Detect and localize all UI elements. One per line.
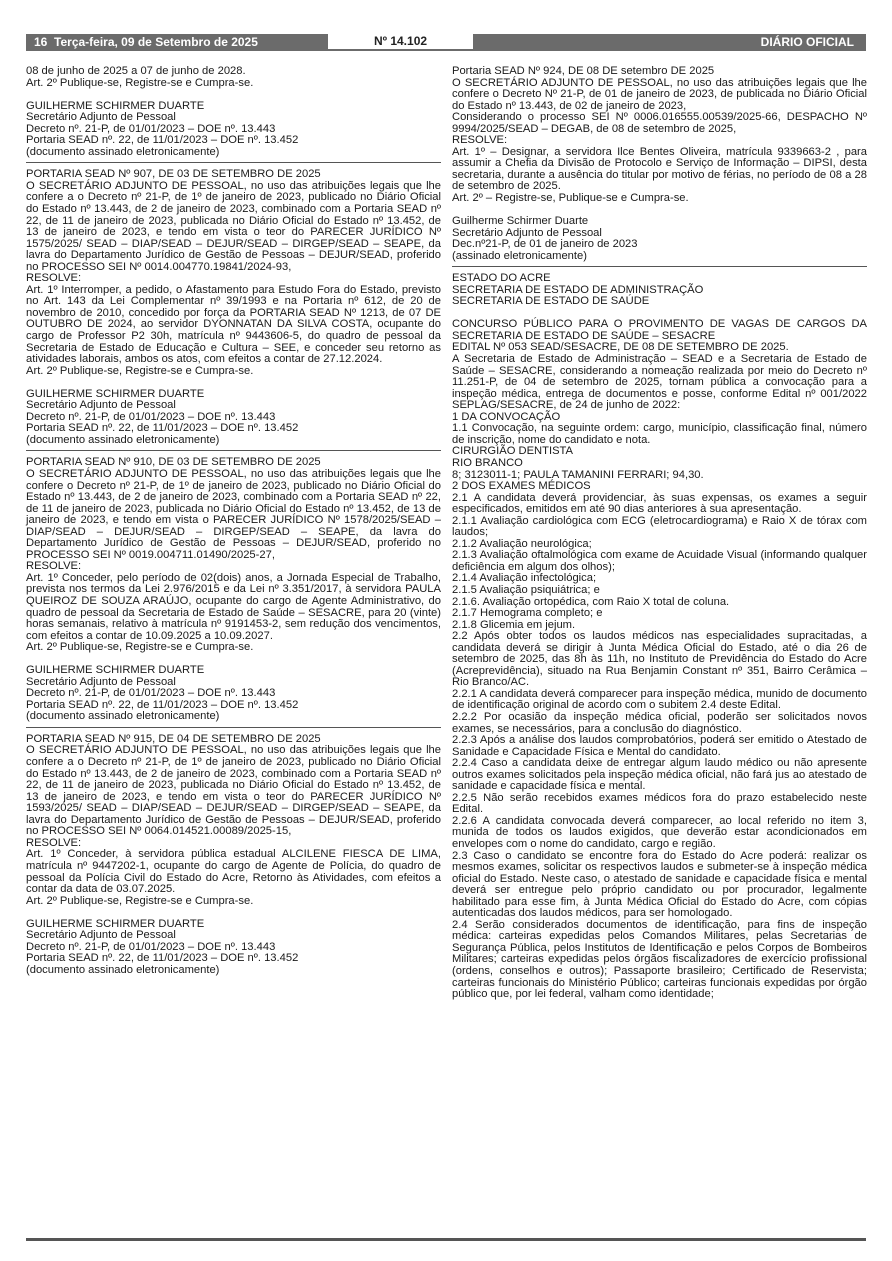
text-paragraph: Secretário Adjunto de Pessoal [26, 399, 176, 412]
text-paragraph: ESTADO DO ACRE [452, 272, 551, 285]
text-paragraph: Decreto nº. 21-P, de 01/01/2023 – DOE nº. 13.443 [26, 122, 276, 135]
text-paragraph: 2.1.7 Hemograma completo; e [452, 607, 603, 620]
text-paragraph: 2.1.6. Avaliação ortopédica, com Raio X total de coluna. [452, 595, 730, 608]
text-paragraph: 8; 3123011-1; PAULA TAMANINI FERRARI; 94,30. [452, 468, 704, 481]
text-paragraph: 2.2.1 A candidata deverá comparecer para inspeção médica, munido de documento de identificação original de acordo com o subitem 2.4 deste Edital. [452, 687, 867, 712]
text-paragraph: 2 DOS EXAMES MÉDICOS [452, 480, 591, 493]
text-paragraph: Dec.nº21-P, de 01 de janeiro de 2023 [452, 238, 638, 251]
text-paragraph: O SECRETÁRIO ADJUNTO DE PESSOAL, no uso das atribuições legais que lhe confere a o Decreto nº 21-P, de 1º de janeiro de 2023, publicado no Diário Oficial do Estado nº 13.443, de 2 de janeiro de 2023, combinado com a Portaria SEAD nº 22, de 11 de janeiro de 2023, publicada no Diário Oficial do Estado nº 13.452, de 13 de janeiro de 2023, e tendo em vista o teor do PARECER JURÍDICO Nº 1593/2025/ SEAD – DIAP/SEAD – DEJUR/SEAD – DIRGEP/SEAD – SEAPE, da lavra do Departamento Jurídico de Gestão de Pessoas – DEJUR/SEAD, proferido no PROCESSO SEI Nº 0064.014521.00089/2025-15, [26, 744, 441, 838]
text-paragraph: PORTARIA SEAD Nº 915, DE 04 DE SETEMBRO DE 2025 [26, 732, 321, 745]
text-paragraph: 2.1.2 Avaliação neurológica; [452, 537, 592, 550]
section-divider [26, 162, 441, 163]
text-paragraph: Secretário Adjunto de Pessoal [452, 226, 602, 239]
page-header-left [34, 34, 258, 51]
text-paragraph: Art. 2º Publique-se, Registre-se e Cumpra-se. [26, 76, 254, 89]
text-paragraph: Guilherme Schirmer Duarte [452, 215, 589, 228]
text-paragraph: EDITAL Nº 053 SEAD/SESACRE, DE 08 DE SETEMBRO DE 2025. [452, 341, 789, 354]
text-paragraph: CONCURSO PÚBLICO PARA O PROVIMENTO DE VAGAS DE CARGOS DA SECRETARIA DE ESTADO DE SAÚDE – SESACRE [452, 318, 867, 342]
text-paragraph: CIRURGIÃO DENTISTA [452, 445, 573, 458]
paragraph-gap [26, 907, 441, 919]
footer-rule [26, 1238, 866, 1241]
text-paragraph: SECRETARIA DE ESTADO DE ADMINISTRAÇÃO [452, 283, 704, 296]
text-paragraph: GUILHERME SCHIRMER DUARTE [26, 664, 205, 677]
text-paragraph: 2.1.3 Avaliação oftalmológica com exame de Acuidade Visual (informando qualquer deficiência em algum dos olhos); [452, 549, 867, 573]
publication-name: DIÁRIO OFICIAL [760, 35, 854, 49]
text-paragraph: 2.4 Serão considerados documentos de identificação, para fins de inspeção médica: carteiras expedidas pelos Comandos Militares, pelas Secretarias de Segurança Pública, pelos Institutos de Identificação e pelos Corpos de Bombeiros Militares; carteiras expedidas pelos órgãos fiscalizadores de exercício profissional (ordens, conselhos e outros); Passaporte brasileiro; Certificado de Reservista; carteiras funcionais do Ministério Público; carteiras funcionais expedidas por órgão público que, por lei federal, valham como identidade; [452, 918, 867, 1001]
header-date: Terça-feira, 09 de Setembro de 2025 [54, 35, 258, 49]
paragraph-gap [26, 89, 441, 101]
text-paragraph: Art. 1º Conceder, pelo período de 02(dois) anos, a Jornada Especial de Trabalho, prevista nos termos da Lei 2.976/2015 e da Lei nº 3.351/2017, à servidora PAULA QUEIROZ DE SOUZA ARAÚJO, ocupante do cargo de Agente Administrativo, do quadro de pessoal da Secretaria de Estado de Saúde – SESACRE, para 20 (vinte) horas semanais, relativo à matrícula nº 9191453-2, sem redução dos vencimentos, com efeitos a contar de 10.09.2025 a 10.09.2027. [26, 571, 441, 642]
text-paragraph: 2.2.6 A candidata convocada deverá comparecer, ao local referido no item 3, munida de todos os laudos exigidos, que deverão estar acondicionados em envelopes com o nome do candidato, cargo e região. [452, 814, 867, 850]
text-paragraph: (assinado eletronicamente) [452, 249, 587, 262]
text-paragraph: (documento assinado eletronicamente) [26, 710, 220, 723]
text-paragraph: RESOLVE: [26, 272, 82, 285]
text-paragraph: Secretário Adjunto de Pessoal [26, 111, 176, 124]
text-paragraph: SECRETARIA DE ESTADO DE SAÚDE [452, 295, 650, 308]
left-column [26, 66, 441, 976]
text-paragraph: Portaria SEAD Nº 924, DE 08 DE setembro DE 2025 [452, 65, 715, 77]
text-paragraph: Decreto nº. 21-P, de 01/01/2023 – DOE nº. 13.443 [26, 410, 276, 423]
text-paragraph: Secretário Adjunto de Pessoal [26, 675, 176, 688]
text-paragraph: O SECRETÁRIO ADJUNTO DE PESSOAL, no uso das atribuições legais que lhe confere a o Decreto nº 21-P, de 1º de janeiro de 2023, publicado no Diário Oficial do Estado nº 13.443, de 2 de janeiro de 2023, combinado com a Portaria SEAD nº 22, de 11 de janeiro de 2023, publicada no Diário Oficial do Estado nº 13.452, de 13 de janeiro de 2023, e tendo em vista o teor do PARECER JURÍDICO Nº 1575/2025/ SEAD – DIAP/SEAD – DEJUR/SEAD – DIRGEP/SEAD – SEAPE, da lavra do Departamento Jurídico de Gestão de Pessoas – DEJUR/SEAD, proferido no PROCESSO SEI Nº 0014.004770.19841/2024-93, [26, 179, 441, 273]
text-paragraph: RIO BRANCO [452, 456, 523, 469]
text-paragraph: GUILHERME SCHIRMER DUARTE [26, 387, 205, 400]
text-paragraph: 2.1.1 Avaliação cardiológica com ECG (eletrocardiograma) e Raio X de tórax com laudos; [452, 514, 867, 539]
text-paragraph: Art. 2º Publique-se, Registre-se e Cumpra-se. [26, 894, 254, 907]
text-paragraph: 2.1 A candidata deverá providenciar, às suas expensas, os exames a seguir especificados, emitidos em até 90 dias anteriores à sua apresentação. [452, 491, 867, 516]
text-paragraph: 2.1.8 Glicemia em jejum. [452, 618, 576, 631]
text-paragraph: O SECRETÁRIO ADJUNTO DE PESSOAL, no uso das atribuições legais que lhe confere o Decreto Nº 21-P, de 01 de janeiro de 2023, de publicada no Diário Oficial do Estado nº 13.443, de 02 de janeiro de 2023, [452, 76, 867, 112]
text-paragraph: Art. 2º Publique-se, Registre-se e Cumpra-se. [26, 641, 254, 654]
text-paragraph: PORTARIA SEAD Nº 907, DE 03 DE SETEMBRO DE 2025 [26, 168, 321, 181]
text-paragraph: 08 de junho de 2025 a 07 de junho de 2028. [26, 65, 246, 77]
section-divider [26, 727, 441, 728]
text-paragraph: 1 DA CONVOCAÇÃO [452, 410, 561, 423]
section-divider [452, 266, 867, 267]
text-paragraph: Portaria SEAD nº. 22, de 11/01/2023 – DOE nº. 13.452 [26, 952, 299, 965]
text-paragraph: Considerando o processo SEI Nº 0006.016555.00539/2025-66, DESPACHO Nº 9994/2025/SEAD – DEGAB, de 08 de setembro de 2025, [452, 111, 867, 135]
text-paragraph: O SECRETÁRIO ADJUNTO DE PESSOAL, no uso das atribuições legais que lhe confere o Decreto nº 21-P, de 1º de janeiro de 2023, publicado no Diário Oficial do Estado nº 13.443, de 2 de janeiro de 2023, combinado com a Portaria SEAD nº 22, de 11 de janeiro de 2023, publicada no Diário Oficial do Estado nº 13.452, de 13 de janeiro de 2023, e tendo em vista o PARECER JURÍDICO Nº 1578/2025/SEAD – DIAP/SEAD – DEJUR/SEAD – DIRGEP/SEAD – SEAPE, da lavra do Departamento Jurídico de Gestão de Pessoas – DEJUR/SEAD, proferido no PROCESSO SEI Nº 0019.004711.01490/2025-27, [26, 467, 441, 561]
text-paragraph: RESOLVE: [26, 836, 82, 849]
text-paragraph: PORTARIA SEAD Nº 910, DE 03 DE SETEMBRO DE 2025 [26, 456, 321, 469]
text-paragraph: Art. 1º Interromper, a pedido, o Afastamento para Estudo Fora do Estado, previsto no Art. 143 da Lei Complementar nº 39/1993 e na Portaria nº 612, de 20 de novembro de 2010, concedido por força da PORTARIA SEAD Nº 1213, de 07 DE OUTUBRO DE 2024, ao servidor DYONNATAN DA SILVA COSTA, ocupante do cargo de Professor P2 30h, matrícula nº 9443606-5, do quadro de pessoal da Secretaria de Estado de Educação e Cultura – SEE, e conceder seu retorno as atividades laborais, ambos os atos, com efeitos a contar de 27.12.2024. [26, 283, 441, 366]
text-paragraph: Decreto nº. 21-P, de 01/01/2023 – DOE nº. 13.443 [26, 687, 276, 700]
text-paragraph: GUILHERME SCHIRMER DUARTE [26, 99, 205, 112]
text-paragraph: 2.1.4 Avaliação infectológica; [452, 572, 597, 585]
text-paragraph: (documento assinado eletronicamente) [26, 145, 220, 158]
paragraph-gap [26, 377, 441, 389]
text-paragraph: GUILHERME SCHIRMER DUARTE [26, 917, 205, 930]
page-header [26, 34, 866, 51]
text-paragraph: (documento assinado eletronicamente) [26, 963, 220, 976]
text-paragraph: 2.2.5 Não serão recebidos exames médicos fora do prazo estabelecido neste Edital. [452, 791, 867, 816]
text-paragraph: Art. 2º Publique-se, Registre-se e Cumpra-se. [26, 364, 254, 377]
text-paragraph: Decreto nº. 21-P, de 01/01/2023 – DOE nº. 13.443 [26, 940, 276, 953]
text-paragraph: RESOLVE: [452, 134, 508, 147]
right-column [452, 66, 867, 1001]
page-number: 16 [34, 35, 48, 49]
text-paragraph: Portaria SEAD nº. 22, de 11/01/2023 – DOE nº. 13.452 [26, 698, 299, 711]
text-paragraph: Art. 2º – Registre-se, Publique-se e Cumpra-se. [452, 192, 689, 205]
text-paragraph: 2.2.4 Caso a candidata deixe de entregar algum laudo médico ou não apresente outros exames solicitados pela inspeção médica oficial, não fará jus ao atestado de sanidade e capacidade física e mental. [452, 757, 867, 793]
text-paragraph: Portaria SEAD nº. 22, de 11/01/2023 – DOE nº. 13.452 [26, 134, 299, 147]
text-paragraph: (documento assinado eletronicamente) [26, 433, 220, 446]
edition-number: Nº 14.102 [328, 34, 473, 51]
text-paragraph: 2.2.2 Por ocasião da inspeção médica oficial, poderão ser solicitados novos exames, se necessários, para a conclusão do diagnóstico. [452, 710, 867, 735]
text-paragraph: Secretário Adjunto de Pessoal [26, 929, 176, 942]
text-paragraph: A Secretaria de Estado de Administração – SEAD e a Secretaria de Estado de Saúde – SESACRE, considerando a nomeação realizada por meio do Decreto nº 11.251-P, de 04 de setembro de 2025, tornam pública a convocação para a inspeção médica, entrega de documentos e posse, conforme Edital nº 001/2022 SEPLAG/SESACRE, de 24 de junho de 2022: [452, 353, 867, 412]
text-paragraph: 2.1.5 Avaliação psiquiátrica; e [452, 583, 600, 596]
text-paragraph: 2.3 Caso o candidato se encontre fora do Estado do Acre poderá: realizar os mesmos exames, solicitar os respectivos laudos e submeter-se à inspeção médica oficial do Estado. Neste caso, o atestado de sanidade e capacidade física e mental deverá ser entregue pelo próprio candidato ou por procurador, legalmente habilitado para esse fim, à Junta Médica Oficial do Estado do Acre, com cópias autenticadas dos laudos médicos, para ser homologado. [452, 849, 867, 920]
text-paragraph: Portaria SEAD nº. 22, de 11/01/2023 – DOE nº. 13.452 [26, 422, 299, 435]
section-divider [26, 450, 441, 451]
text-paragraph: 1.1 Convocação, na seguinte ordem: cargo, município, classificação final, número de inscrição, nome do candidato e nota. [452, 422, 867, 446]
text-paragraph: Art. 1º Conceder, à servidora pública estadual ALCILENE FIESCA DE LIMA, matrícula nº 9447202-1, ocupante do cargo de Agente de Polícia, do quadro de pessoal da Polícia Civil do Estado do Acre, Retorno às Atividades, com efeitos a contar da data de 03.07.2025. [26, 848, 441, 896]
text-paragraph: 2.2 Após obter todos os laudos médicos nas especialidades supracitadas, a candidata deverá se dirigir à Junta Médica Oficial do Estado, até o dia 26 de setembro de 2025, das 8h às 11h, no Instituto de Previdência do Estado do Acre (Acreprevidência), situado na Rua Benjamin Constant nº 351, Bairro Cerâmica – Rio Branco/AC. [452, 630, 867, 689]
text-paragraph: Art. 1º – Designar, a servidora Ilce Bentes Oliveira, matrícula 9339663-2 , para assumir a Chefia da Divisão de Protocolo e Serviço de Informação – DIPSI, desta secretaria, durante a ausência do titular por motivo de férias, no período de 08 a 28 de setembro de 2025. [452, 145, 867, 193]
text-paragraph: 2.2.3 Após a análise dos laudos comprobatórios, poderá ser emitido o Atestado de Sanidade e Capacidade Física e Mental do candidato. [452, 734, 867, 758]
text-paragraph: RESOLVE: [26, 560, 82, 573]
